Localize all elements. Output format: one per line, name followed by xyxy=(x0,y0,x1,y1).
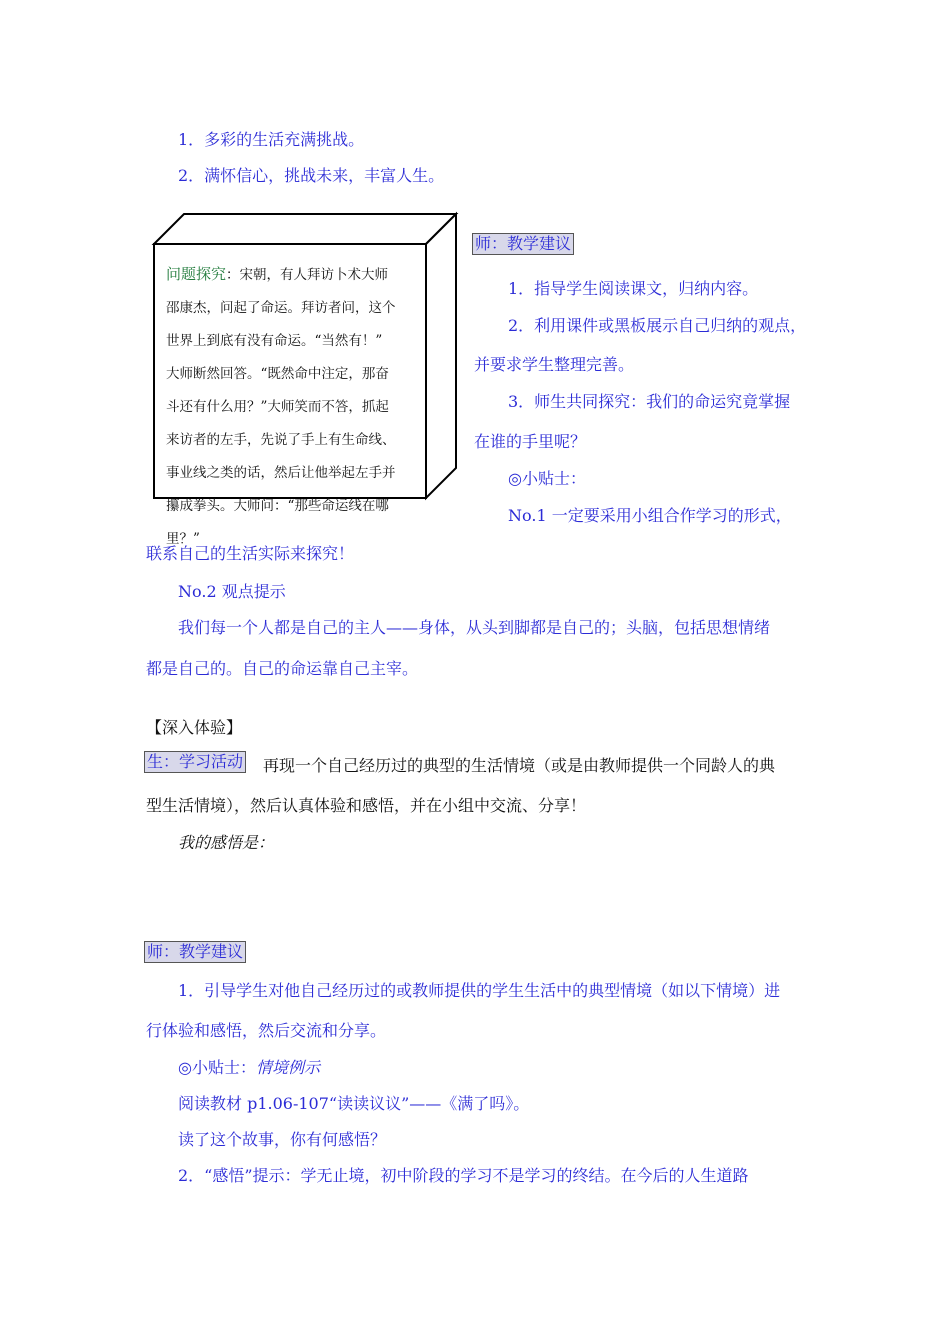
inquiry-box-text xyxy=(166,258,428,556)
tip-line xyxy=(178,1055,320,1078)
tip-no1-continuation: 联系自己的生活实际来探究！ xyxy=(146,544,355,563)
teacher-item: 2．利用课件或黑板展示自己归纳的观点， xyxy=(508,316,807,335)
inquiry-line: 邵康杰，问起了命运。拜访者问，这个 xyxy=(166,300,396,316)
feeling-prompt: 我的感悟是： xyxy=(178,833,275,852)
teacher-item: 行体验和感悟，然后交流和分享。 xyxy=(146,1021,387,1040)
student-tag: 生：学习活动 xyxy=(144,751,246,773)
teacher-item: 1．指导学生阅读课文，归纳内容。 xyxy=(508,279,759,298)
tip-example: 情境例示 xyxy=(255,1058,320,1077)
tip-no1: No.1 一定要采用小组合作学习的形式， xyxy=(508,506,792,525)
list-item-1: 1．多彩的生活充满挑战。 xyxy=(178,130,365,149)
inquiry-label: 问题探究 xyxy=(166,265,227,283)
inquiry-line: ：宋朝，有人拜访卜术大师 xyxy=(226,267,389,283)
reading-reference: 阅读教材 p1.06-107“读读议议”——《满了吗》。 xyxy=(178,1094,530,1113)
section-heading: 【深入体验】 xyxy=(146,718,243,737)
teacher-item: 3．师生共同探究：我们的命运究竟掌握 xyxy=(508,392,791,411)
item-text: 学无止境，初中阶段的学习不是学习的终结。在今后的人生道路 xyxy=(300,1166,749,1185)
list-item-2: 2．满怀信心，挑战未来，丰富人生。 xyxy=(178,166,445,185)
inquiry-line: 攥成拳头。大师问：“那些命运线在哪 xyxy=(166,498,389,514)
tip-label: ◎小贴士： xyxy=(508,469,586,488)
teacher-item: 1．引导学生对他自己经历过的或教师提供的学生生活中的典型情境（如以下情境）进 xyxy=(178,981,781,1000)
activity-text: 型生活情境），然后认真体验和感悟，并在小组中交流、分享！ xyxy=(146,796,587,815)
teacher-item: 并要求学生整理完善。 xyxy=(474,355,635,374)
hint-text: 都是自己的。自己的命运靠自己主宰。 xyxy=(146,659,419,678)
teacher-tag: 师：教学建议 xyxy=(472,233,574,255)
inquiry-line: 大师断然回答。“既然命中注定，那奋 xyxy=(166,366,389,382)
teacher-tag: 师：教学建议 xyxy=(144,941,246,963)
inquiry-line: 来访者的左手，先说了手上有生命线、 xyxy=(166,432,396,448)
tip-no2: No.2 观点提示 xyxy=(178,582,286,601)
item-prefix: 2．“感悟”提示： xyxy=(178,1166,301,1185)
inquiry-line: 斗还有什么用？”大师笑而不答，抓起 xyxy=(166,399,389,415)
inquiry-line: 世界上到底有没有命运。“当然有！” xyxy=(166,333,383,349)
teacher-item: 在谁的手里呢？ xyxy=(474,432,587,451)
hint-text: 我们每一个人都是自己的主人——身体，从头到脚都是自己的；头脑，包括思想情绪 xyxy=(178,618,771,637)
activity-text: 再现一个自己经历过的典型的生活情境（或是由教师提供一个同龄人的典 xyxy=(263,756,776,775)
inquiry-line: 里？” xyxy=(166,531,200,547)
tip-prefix: ◎小贴士： xyxy=(178,1058,256,1077)
reflection-question: 读了这个故事，你有何感悟？ xyxy=(178,1130,387,1149)
teacher-item xyxy=(178,1163,749,1186)
inquiry-line: 事业线之类的话，然后让他举起左手并 xyxy=(166,465,396,481)
